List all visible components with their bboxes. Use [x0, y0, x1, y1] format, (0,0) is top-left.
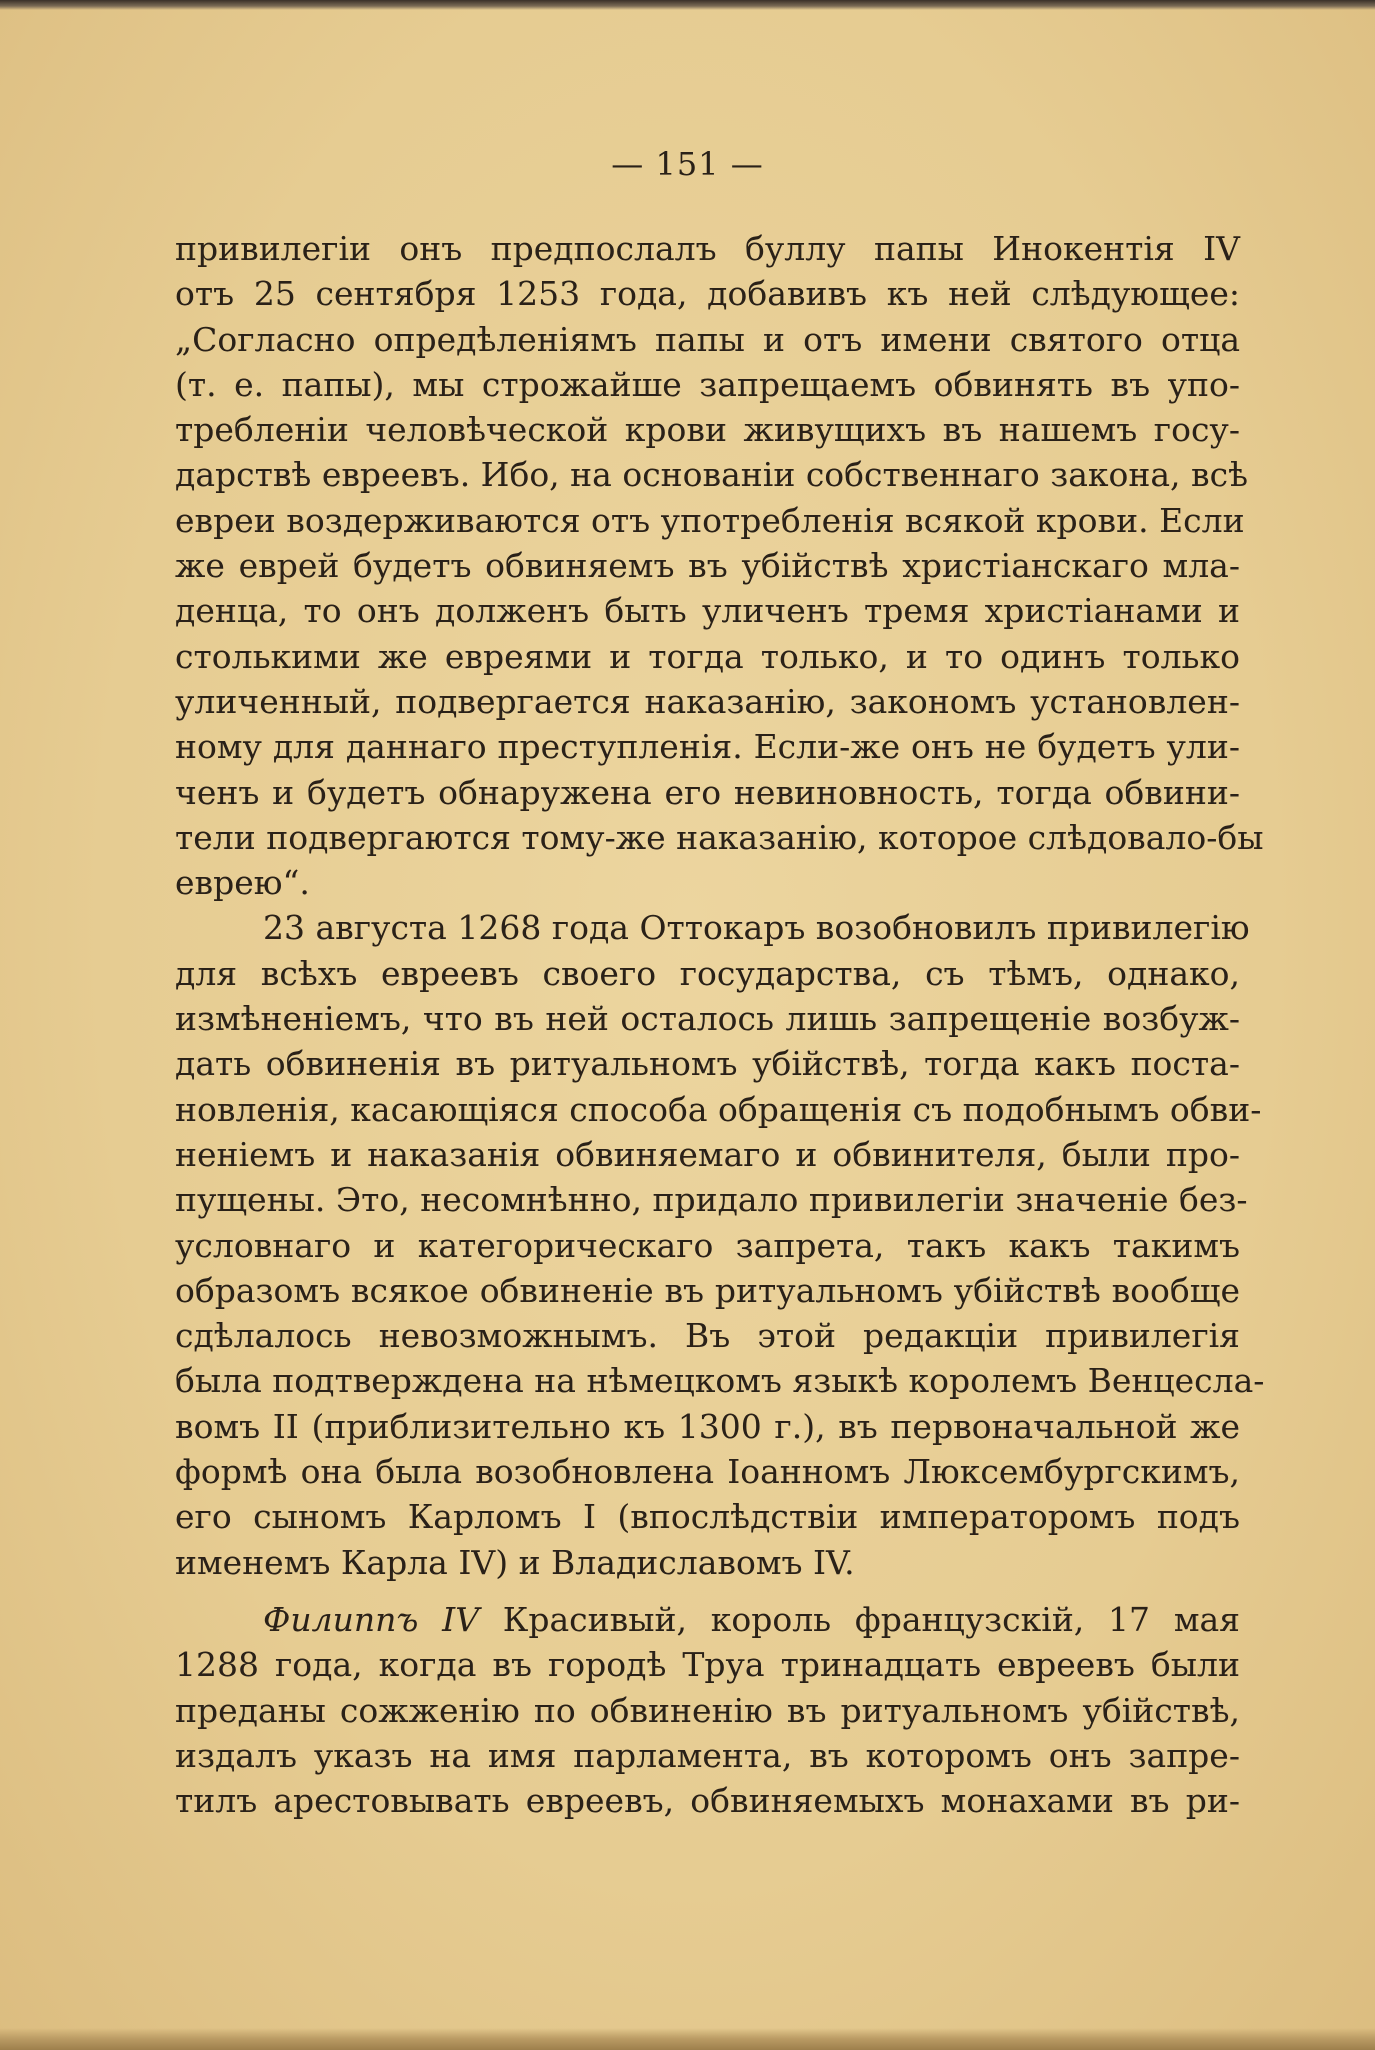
text-line: столькими же евреями и тогда только, и то одинъ только — [175, 636, 1240, 676]
text-line: 23 августа 1268 года Оттокаръ возобновилъ привилегію — [263, 908, 1250, 948]
page-body — [175, 226, 1265, 1823]
text-line: сдѣлалось невозможнымъ. Въ этой редакціи привилегія — [175, 1316, 1240, 1356]
text-line: тели подвергаются тому-же наказанію, которое слѣдовало-бы — [175, 817, 1264, 857]
text-line: (т. е. папы), мы строжайше запрещаемъ обвинять въ упо- — [175, 364, 1240, 404]
text-line: именемъ Карла IV) и Владиславомъ IV. — [175, 1542, 855, 1582]
paragraph-2 — [175, 905, 1265, 1584]
text-line: измѣненіемъ, что въ ней осталось лишь запрещеніе возбуж- — [175, 999, 1240, 1039]
text-line: условнаго и категорическаго запрета, такъ какъ такимъ — [175, 1225, 1240, 1265]
text-line: формѣ она была возобновлена Іоанномъ Люксембургскимъ, — [175, 1452, 1240, 1492]
text-line: для всѣхъ евреевъ своего государства, съ тѣмъ, однако, — [175, 953, 1240, 993]
text-line: 1288 года, когда въ городѣ Труа тринадцать евреевъ были — [175, 1645, 1240, 1685]
text-line: пущены. Это, несомнѣнно, придало привилегіи значеніе без- — [175, 1180, 1248, 1220]
text-line: же еврей будетъ обвиняемъ въ убійствѣ христіанскаго мла- — [175, 546, 1240, 586]
page-number: — 151 — — [611, 145, 764, 183]
text-line: евреи воздерживаются отъ употребленія всякой крови. Если — [175, 500, 1245, 540]
text-line: была подтверждена на нѣмецкомъ языкѣ королемъ Венцесла- — [175, 1361, 1265, 1401]
text-line: ченъ и будетъ обнаружена его невиновность, тогда обвини- — [175, 772, 1240, 812]
text-line: ному для даннаго преступленія. Если-же онъ не будетъ ули- — [175, 727, 1240, 767]
text-line: уличенный, подвергается наказанію, закономъ установлен- — [175, 681, 1240, 721]
text-line: вомъ II (приблизительно къ 1300 г.), въ первоначальной же — [175, 1406, 1240, 1446]
text-line: требленіи человѣческой крови живущихъ въ нашемъ госу- — [175, 410, 1240, 450]
text-line: тилъ арестовывать евреевъ, обвиняемыхъ монахами въ ри- — [175, 1781, 1240, 1821]
text-line: образомъ всякое обвиненіе въ ритуальномъ убійствѣ вообще — [175, 1270, 1240, 1310]
text-line: дарствѣ евреевъ. Ибо, на основаніи собственнаго закона, всѣ — [175, 455, 1248, 495]
text-line: „Согласно опредѣленіямъ папы и отъ имени святого отца — [175, 319, 1240, 359]
paragraph-3 — [175, 1597, 1240, 1823]
paragraph-1 — [175, 226, 1264, 905]
text-line: его сыномъ Карломъ I (впослѣдствіи императоромъ подъ — [175, 1497, 1240, 1537]
text-line: неніемъ и наказанія обвиняемаго и обвинителя, были про- — [175, 1134, 1240, 1174]
text-line: издалъ указъ на имя парламента, въ которомъ онъ запре- — [175, 1735, 1240, 1775]
text-line: отъ 25 сентября 1253 года, добавивъ къ ней слѣдующее: — [175, 274, 1240, 314]
italic-name: Филиппъ IV — [263, 1599, 480, 1639]
text-line: дать обвиненія въ ритуальномъ убійствѣ, тогда какъ поста- — [175, 1044, 1240, 1084]
text-line: привилегіи онъ предпослалъ буллу папы Инокентія IV — [175, 229, 1240, 268]
page-top-edge — [0, 0, 1375, 10]
page-bottom-edge — [0, 2028, 1375, 2050]
text-line: еврею“. — [175, 863, 310, 903]
text-line: новленія, касающіяся способа обращенія съ подобнымъ обви- — [175, 1089, 1262, 1129]
text-line: преданы сожженію по обвиненію въ ритуальномъ убійствѣ, — [175, 1690, 1240, 1730]
text-line-rest: Красивый, король французскій, 17 мая — [479, 1599, 1240, 1639]
text-line — [175, 1597, 1240, 1642]
text-line: денца, то онъ долженъ быть уличенъ тремя христіанами и — [175, 591, 1240, 631]
